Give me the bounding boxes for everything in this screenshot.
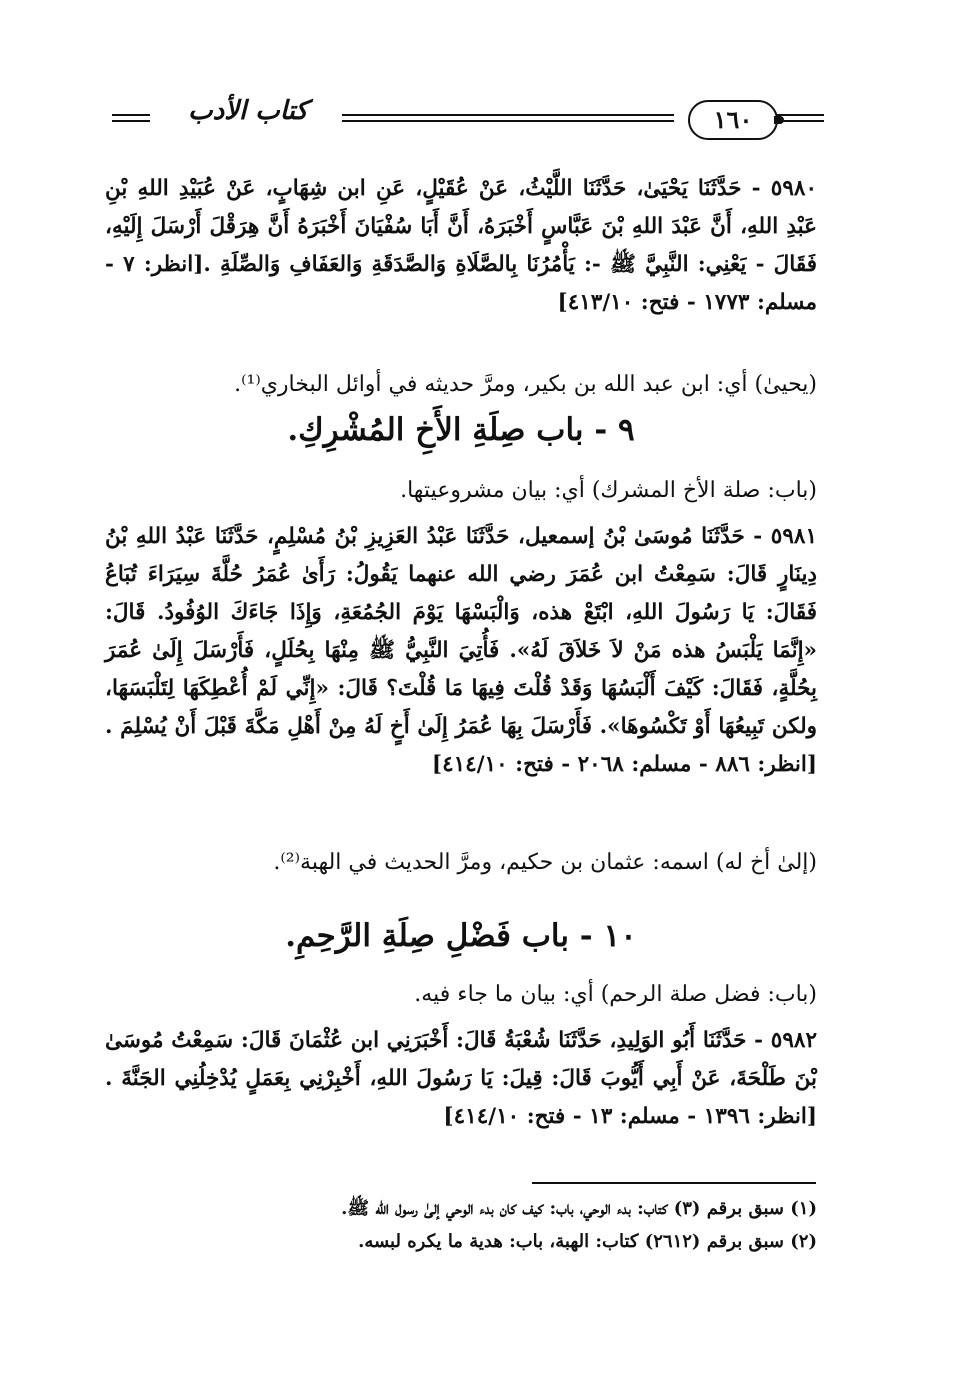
footnote-1: (١) سبق برقم (٣) كتاب: بدء الوحي، باب: كيف كان بدء الوحي إلىٰ رسول الله ﷺ. [341, 1198, 817, 1219]
page-header [112, 96, 824, 142]
book-title: كتاب الأدب [188, 96, 308, 126]
header-rule [112, 114, 150, 116]
commentary-text: (إلىٰ أخ له) اسمه: عثمان بن حكيم، ومرَّ الحديث في الهبة⁽²⁾. [273, 850, 817, 875]
hadith-5981 [105, 518, 817, 784]
page-number: ١٦٠ [688, 100, 778, 140]
header-rule [776, 120, 824, 122]
header-rule [776, 114, 824, 116]
hadith-text: ٥٩٨١ - حَدَّثَنَا مُوسَىٰ بْنُ إسمعيل، حَدَّثَنَا عَبْدُ العَزِيزِ بْنُ مُسْلِمٍ، حَدَّثَنَا عَبْدُ اللهِ بْنُ دِينَارٍ قَالَ: سَمِعْتُ ابن عُمَرَ رضي الله عنهما يَقُولُ: رَأَىٰ عُمَرُ حُلَّةَ سِيَرَاءَ تُبَاعُ فَقَالَ: يَا رَسُولَ اللهِ، ابْتَعْ هذه، وَالْبَسْهَا يَوْمَ الجُمُعَةِ، وَإِذَا جَاءَكَ الوُفُودُ. قَالَ: «إِنَّمَا يَلْبَسُ هذه مَنْ لاَ خَلاَقَ لَهُ». فَأُتِيَ النَّبِيُّ ﷺ مِنْهَا بِحُلَلٍ، فَأَرْسَلَ إِلَىٰ عُمَرَ بِحُلَّةٍ، فَقَالَ: كَيْفَ أَلْبَسُهَا وَقَدْ قُلْتَ فِيهَا مَا قُلْتَ؟ قَالَ: «إِنِّي لَمْ أُعْطِكَهَا لِتَلْبَسَهَا، ولكن تَبِيعُهَا أَوْ تَكْسُوهَا». فَأَرْسَلَ بِهَا عُمَرُ إِلَىٰ أَخٍ لَهُ مِنْ أَهْلِ مَكَّةَ قَبْلَ أَنْ يُسْلِمَ .[انظر: ٨٨٦ - مسلم: ٢٠٦٨ - فتح: ٤١٤/١٠] [105, 524, 817, 777]
commentary-text: (باب: صلة الأخ المشرك) أي: بيان مشروعيتها. [400, 478, 817, 503]
hadith-5980 [105, 170, 817, 322]
header-rule [342, 114, 674, 116]
footnote-divider [532, 1182, 816, 1184]
commentary-5980 [105, 366, 817, 404]
footnote-2: (٢) سبق برقم (٢٦١٢) كتاب: الهبة، باب: هدية ما يكره لبسه. [358, 1231, 817, 1252]
footnotes [105, 1192, 817, 1258]
chapter-heading-10: ١٠ - باب فَضْلِ صِلَةِ الرَّحِمِ. [285, 918, 637, 954]
commentary-text: (باب: فضل صلة الرحم) أي: بيان ما جاء فيه. [414, 982, 817, 1007]
header-rule [112, 120, 150, 122]
chapter-commentary-10 [105, 976, 817, 1014]
header-rule [342, 120, 674, 122]
hadith-5982 [105, 1022, 817, 1136]
commentary-5981 [105, 844, 817, 882]
hadith-text: ٥٩٨٠ - حَدَّثَنَا يَحْيَىٰ، حَدَّثَنَا اللَّيْثُ، عَنْ عُقَيْلٍ، عَنِ ابن شِهَابٍ، عَنْ عُبَيْدِ اللهِ بْنِ عَبْدِ اللهِ، أَنَّ عَبْدَ اللهِ بْنَ عَبَّاسٍ أَخْبَرَهُ، أَنَّ أَبَا سُفْيَانَ أَخْبَرَهُ أَنَّ هِرَقْلَ أَرْسَلَ إِلَيْهِ، فَقَالَ - يَعْنِي: النَّبِيَّ ﷺ -: يَأْمُرُنَا بِالصَّلَاةِ وَالصَّدَقَةِ وَالعَفَافِ وَالصِّلَةِ .[انظر: ٧ - مسلم: ١٧٧٣ - فتح: ٤١٣/١٠] [105, 176, 817, 315]
hadith-text: ٥٩٨٢ - حَدَّثَنَا أَبُو الوَلِيدِ، حَدَّثَنَا شُعْبَةُ قَالَ: أَخْبَرَنِي ابن عُثْمَانَ قَالَ: سَمِعْتُ مُوسَىٰ بْنَ طَلْحَةَ، عَنْ أَبِي أَيُّوبَ قَالَ: قِيلَ: يَا رَسُولَ اللهِ، أَخْبِرْنِي بِعَمَلٍ يُدْخِلُنِي الجَنَّةَ .[انظر: ١٣٩٦ - مسلم: ١٣ - فتح: ٤١٤/١٠] [105, 1028, 817, 1129]
commentary-text: (يحيىٰ) أي: ابن عبد الله بن بكير، ومرَّ حديثه في أوائل البخاري⁽¹⁾. [234, 372, 817, 397]
chapter-heading-9: ٩ - باب صِلَةِ الأَخِ المُشْرِكِ. [287, 412, 635, 448]
chapter-commentary-9 [105, 472, 817, 510]
